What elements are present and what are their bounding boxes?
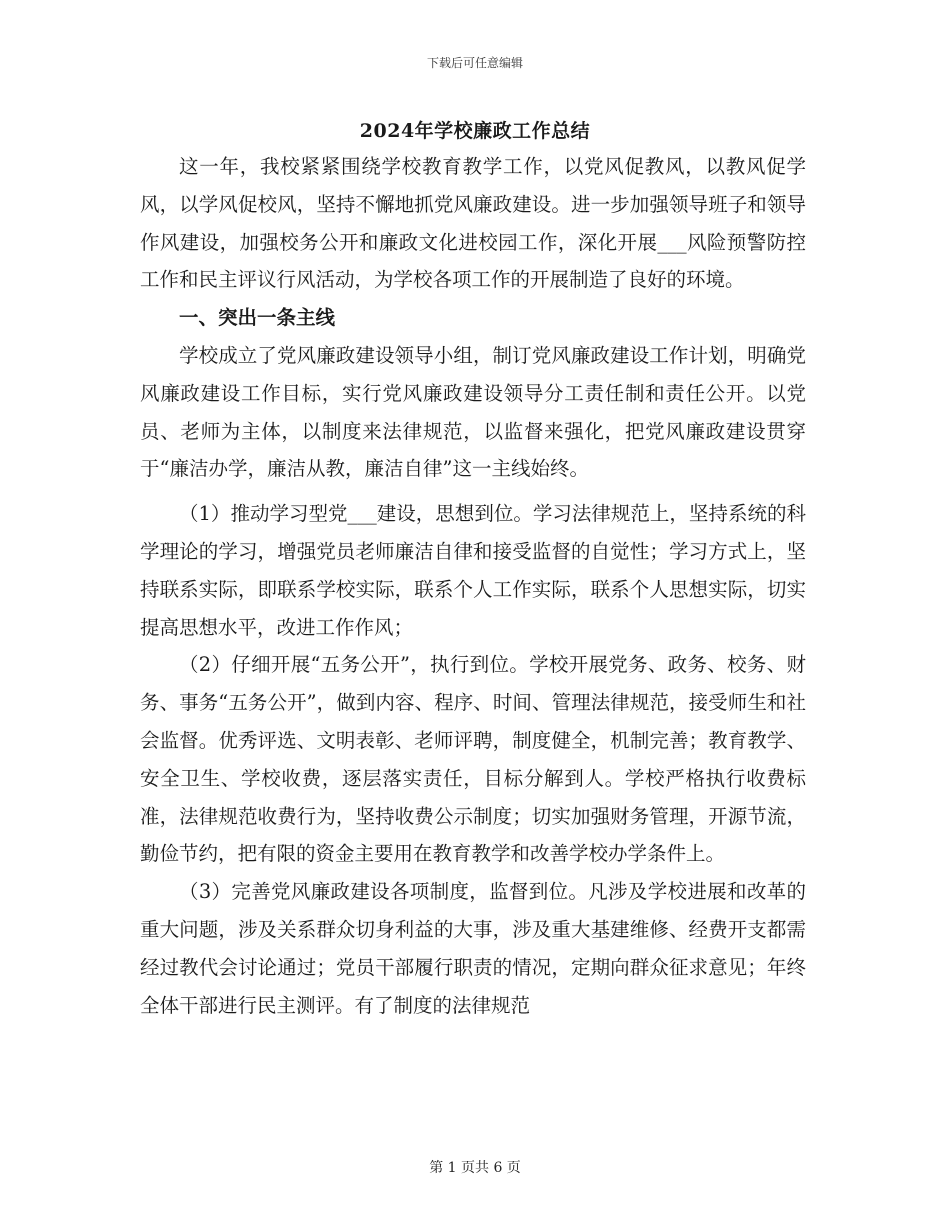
page-number: 第 1 页共 6 页	[429, 1160, 521, 1176]
header-note: 下载后可任意编辑	[426, 56, 523, 70]
body-paragraph: （3）完善党风廉政建设各项制度，监督到位。凡涉及学校进展和改革的重大问题，涉及关系群众切身利益的大事，涉及重大基建维修、经费开支都需经过教代会讨论通过；党员干部履行职责的情况，定期向群众征求意见；年终全体干部进行民主测评。有了制度的法律规范	[140, 880, 806, 1017]
body-paragraph: （2）仔细开展“五务公开”，执行到位。学校开展党务、政务、校务、财务、事务“五务公开”，做到内容、程序、时间、管理法律规范，接受师生和社会监督。优秀评选、文明表彰、老师评聘，制度健全，机制完善；教育教学、安全卫生、学校收费，逐层落实责任，目标分解到人。学校严格执行收费标准，法律规范收费行为，坚持收费公示制度；切实加强财务管理，开源节流，勤俭节约，把有限的资金主要用在教育教学和改善学校办学条件上。	[140, 653, 806, 866]
section-heading: 一、突出一条主线	[179, 306, 336, 330]
document-title: 2024年学校廉政工作总结	[359, 120, 591, 142]
body-paragraph: （1）推动学习型党___建设，思想到位。学习法律规范上，坚持系统的科学理论的学习，增强党员老师廉洁自律和接受监督的自觉性；学习方式上，坚持联系实际，即联系学校实际，联系个人工作实际，联系个人思想实际，切实提高思想水平，改进工作作风；	[140, 502, 806, 639]
document-body	[140, 148, 806, 1024]
intro-paragraph: 这一年，我校紧紧围绕学校教育教学工作，以党风促教风，以教风促学风，以学风促校风，坚持不懈地抓党风廉政建设。进一步加强领导班子和领导作风建设，加强校务公开和廉政文化进校园工作，深化开展___风险预警防控工作和民主评议行风活动，为学校各项工作的开展制造了良好的环境。	[140, 155, 806, 292]
body-paragraph: 学校成立了党风廉政建设领导小组，制订党风廉政建设工作计划，明确党风廉政建设工作目标，实行党风廉政建设领导分工责任制和责任公开。以党员、老师为主体，以制度来法律规范，以监督来强化，把党风廉政建设贯穿于“廉洁办学，廉洁从教，廉洁自律”这一主线始终。	[140, 343, 806, 481]
